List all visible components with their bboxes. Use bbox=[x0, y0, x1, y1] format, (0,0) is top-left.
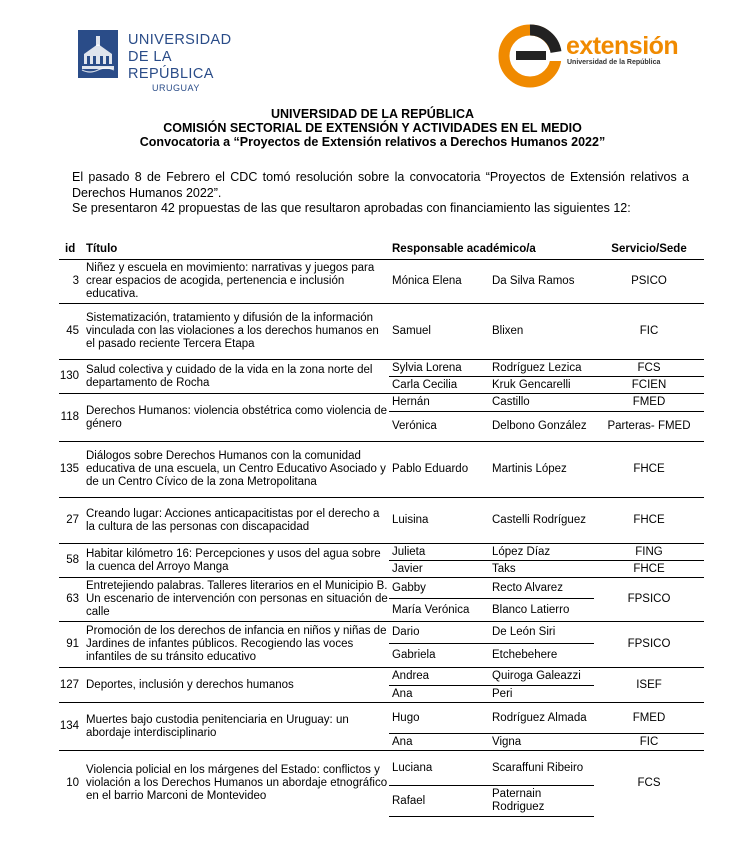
cell-last-name: Castelli Rodríguez bbox=[490, 498, 594, 544]
cell-service: FIC bbox=[594, 734, 704, 751]
udelar-logo bbox=[78, 30, 248, 93]
intro-paragraph-1: El pasado 8 de Febrero el CDC tomó resolución sobre la convocatoria “Proyectos de Extensión relativos a Derechos Humanos 2022”. bbox=[72, 170, 689, 200]
table-row bbox=[59, 360, 704, 377]
table-header-row bbox=[59, 240, 704, 260]
cell-first-name: Rafael bbox=[389, 786, 490, 817]
table-row bbox=[59, 442, 704, 498]
cell-title: Sistematización, tratamiento y difusión de la información vinculada con las violaciones a los derechos humanos en el pasado reciente Tercera Etapa bbox=[83, 304, 389, 360]
table-row bbox=[59, 260, 704, 304]
cell-service: FHCE bbox=[594, 498, 704, 544]
cell-last-name: Paternain Rodriguez bbox=[490, 786, 594, 817]
cell-first-name: Samuel bbox=[389, 304, 490, 360]
cell-id: 27 bbox=[59, 498, 83, 544]
cell-last-name: Peri bbox=[490, 686, 594, 703]
table-row bbox=[59, 498, 704, 544]
header-responsible: Responsable académico/a bbox=[389, 240, 594, 260]
university-building-icon bbox=[78, 30, 118, 78]
cell-first-name: María Verónica bbox=[389, 599, 490, 622]
cell-last-name: Kruk Gencarelli bbox=[490, 377, 594, 394]
cell-first-name: Gabriela bbox=[389, 644, 490, 668]
cell-id: 134 bbox=[59, 703, 83, 751]
cell-service: FHCE bbox=[594, 442, 704, 498]
table-row bbox=[59, 544, 704, 561]
cell-first-name: Mónica Elena bbox=[389, 260, 490, 304]
cell-first-name: Luisina bbox=[389, 498, 490, 544]
heading-line-1: UNIVERSIDAD DE LA REPÚBLICA bbox=[270, 107, 475, 121]
cell-first-name: Dario bbox=[389, 622, 490, 644]
table-row bbox=[59, 578, 704, 599]
cell-last-name: Taks bbox=[490, 561, 594, 578]
table-row bbox=[59, 304, 704, 360]
cell-service: FIC bbox=[594, 304, 704, 360]
cell-id: 130 bbox=[59, 360, 83, 394]
document-heading bbox=[0, 107, 745, 149]
cell-id: 58 bbox=[59, 544, 83, 578]
cell-id: 10 bbox=[59, 751, 83, 817]
cell-title: Habitar kilómetro 16: Percepciones y usos del agua sobre la cuenca del Arroyo Manga bbox=[83, 544, 389, 578]
cell-title: Muertes bajo custodia penitenciaria en Uruguay: un abordaje interdisciplinario bbox=[83, 703, 389, 751]
heading-line-3: Convocatoria a “Proyectos de Extensión relativos a Derechos Humanos 2022” bbox=[139, 135, 606, 149]
extension-wordmark: extensión bbox=[566, 32, 679, 60]
cell-last-name: Scaraffuni Ribeiro bbox=[490, 751, 594, 786]
table-row bbox=[59, 394, 704, 412]
cell-id: 135 bbox=[59, 442, 83, 498]
page-header bbox=[0, 0, 745, 100]
cell-id: 63 bbox=[59, 578, 83, 622]
cell-last-name: Quiroga Galeazzi bbox=[490, 668, 594, 686]
cell-service: FMED bbox=[594, 394, 704, 412]
cell-first-name: Julieta bbox=[389, 544, 490, 561]
cell-id: 3 bbox=[59, 260, 83, 304]
header-title: Título bbox=[83, 240, 389, 260]
udelar-country: URUGUAY bbox=[152, 83, 200, 93]
table-row bbox=[59, 622, 704, 644]
extension-logo bbox=[496, 22, 696, 92]
cell-last-name: Rodríguez Lezica bbox=[490, 360, 594, 377]
header-service: Servicio/Sede bbox=[594, 240, 704, 260]
cell-last-name: Blanco Latierro bbox=[490, 599, 594, 622]
cell-service: FCS bbox=[594, 360, 704, 377]
cell-service: ISEF bbox=[594, 668, 704, 703]
cell-service: FING bbox=[594, 544, 704, 561]
cell-title: Salud colectiva y cuidado de la vida en la zona norte del departamento de Rocha bbox=[83, 360, 389, 394]
cell-service: FCIEN bbox=[594, 377, 704, 394]
cell-last-name: Da Silva Ramos bbox=[490, 260, 594, 304]
table-row bbox=[59, 703, 704, 734]
cell-first-name: Ana bbox=[389, 734, 490, 751]
table-row bbox=[59, 751, 704, 786]
cell-first-name: Javier bbox=[389, 561, 490, 578]
cell-last-name: Delbono González bbox=[490, 412, 594, 442]
cell-first-name: Gabby bbox=[389, 578, 490, 599]
cell-last-name: Blixen bbox=[490, 304, 594, 360]
cell-title: Deportes, inclusión y derechos humanos bbox=[83, 668, 389, 703]
cell-first-name: Carla Cecilia bbox=[389, 377, 490, 394]
table-body bbox=[59, 260, 704, 817]
cell-title: Violencia policial en los márgenes del Estado: conflictos y violación a los Derechos Humanos un abordaje etnográfico en el barrio Marconi de Montevideo bbox=[83, 751, 389, 817]
cell-last-name: De León Siri bbox=[490, 622, 594, 644]
heading-line-2: COMISIÓN SECTORIAL DE EXTENSIÓN Y ACTIVIDADES EN EL MEDIO bbox=[163, 121, 582, 135]
cell-service: Parteras- FMED bbox=[594, 412, 704, 442]
cell-service: FHCE bbox=[594, 561, 704, 578]
extension-swirl-icon bbox=[496, 22, 564, 90]
cell-service: FCS bbox=[594, 751, 704, 817]
cell-last-name: Martinis López bbox=[490, 442, 594, 498]
cell-title: Creando lugar: Acciones anticapacitistas por el derecho a la cultura de las personas con discapacidad bbox=[83, 498, 389, 544]
header-id: id bbox=[59, 240, 83, 260]
cell-title: Niñez y escuela en movimiento: narrativas y juegos para crear espacios de acogida, pertenencia e inclusión educativa. bbox=[83, 260, 389, 304]
cell-service: FPSICO bbox=[594, 578, 704, 622]
intro-paragraph-2: Se presentaron 42 propuestas de las que resultaron aprobadas con financiamiento las siguientes 12: bbox=[72, 201, 631, 215]
cell-last-name: Etchebehere bbox=[490, 644, 594, 668]
cell-first-name: Sylvia Lorena bbox=[389, 360, 490, 377]
cell-first-name: Hernán bbox=[389, 394, 490, 412]
cell-last-name: Vigna bbox=[490, 734, 594, 751]
cell-service: FPSICO bbox=[594, 622, 704, 668]
cell-title: Derechos Humanos: violencia obstétrica como violencia de género bbox=[83, 394, 389, 442]
cell-last-name: López Díaz bbox=[490, 544, 594, 561]
cell-id: 91 bbox=[59, 622, 83, 668]
cell-service: PSICO bbox=[594, 260, 704, 304]
cell-first-name: Pablo Eduardo bbox=[389, 442, 490, 498]
cell-title: Promoción de los derechos de infancia en niños y niñas de Jardines de infantes públicos. Recogiendo las voces infantiles de su tránsito educativo bbox=[83, 622, 389, 668]
cell-last-name: Castillo bbox=[490, 394, 594, 412]
cell-first-name: Ana bbox=[389, 686, 490, 703]
intro-text bbox=[72, 170, 689, 217]
cell-first-name: Luciana bbox=[389, 751, 490, 786]
table-row bbox=[59, 668, 704, 686]
cell-id: 45 bbox=[59, 304, 83, 360]
cell-first-name: Hugo bbox=[389, 703, 490, 734]
extension-subtitle: Universidad de la República bbox=[567, 59, 661, 66]
cell-title: Diálogos sobre Derechos Humanos con la comunidad educativa de una escuela, un Centro Educativo Asociado y de un Centro Cívico de la zona Metropolitana bbox=[83, 442, 389, 498]
cell-id: 127 bbox=[59, 668, 83, 703]
udelar-name-line2: DE LA REPÚBLICA bbox=[128, 49, 214, 82]
cell-last-name: Recto Alvarez bbox=[490, 578, 594, 599]
cell-first-name: Andrea bbox=[389, 668, 490, 686]
cell-last-name: Rodríguez Almada bbox=[490, 703, 594, 734]
projects-table bbox=[59, 240, 704, 817]
cell-first-name: Verónica bbox=[389, 412, 490, 442]
cell-id: 118 bbox=[59, 394, 83, 442]
udelar-name-line1: UNIVERSIDAD bbox=[128, 32, 232, 48]
cell-title: Entretejiendo palabras. Talleres literarios en el Municipio B. Un escenario de intervención con personas en situación de calle bbox=[83, 578, 389, 622]
cell-service: FMED bbox=[594, 703, 704, 734]
